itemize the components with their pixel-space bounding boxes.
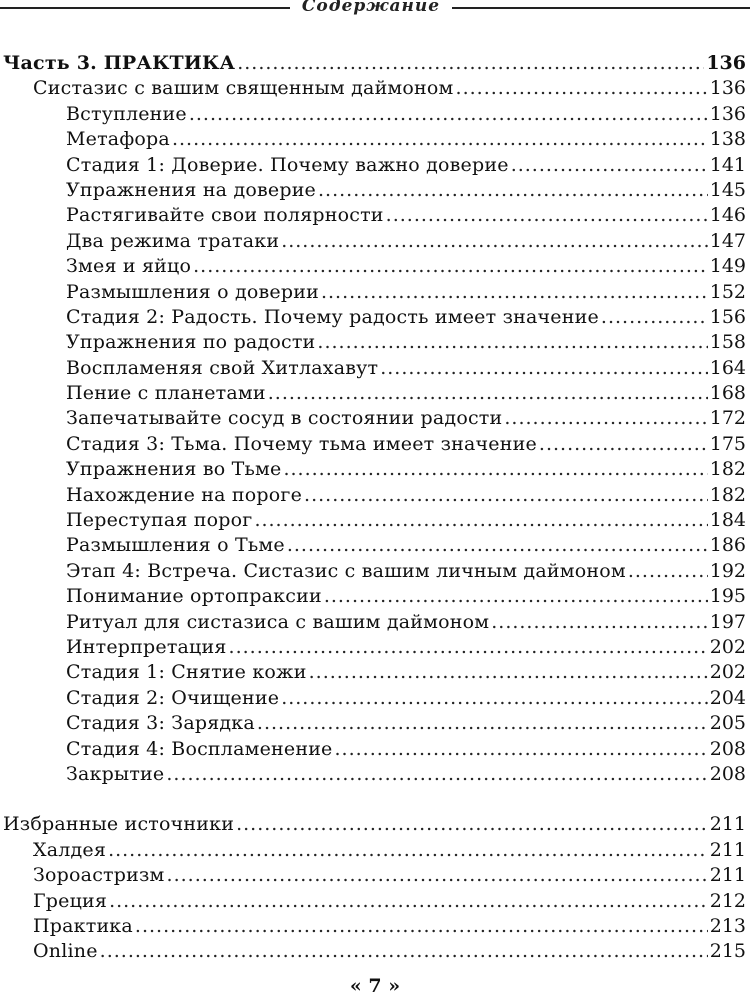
toc-entry-title: Стадия 4: Воспламенение xyxy=(66,737,333,760)
dot-leader xyxy=(335,737,708,762)
toc-entry-page: 208 xyxy=(709,737,746,760)
dot-leader xyxy=(318,178,708,203)
header-rule-left xyxy=(0,7,290,9)
toc-entry-title: Стадия 1: Доверие. Почему важно доверие xyxy=(66,153,509,176)
toc-entry-title: Пение с планетами xyxy=(66,382,266,405)
toc-entry-title: Упражнения по радости xyxy=(66,331,316,354)
toc-entry-page: 186 xyxy=(709,534,746,557)
toc-entry xyxy=(0,153,750,178)
toc-entry-title: Два режима тратаки xyxy=(66,229,280,252)
toc-entry-title: Стадия 3: Тьма. Почему тьма имеет значение xyxy=(66,432,537,455)
toc-entry-page: 136 xyxy=(709,102,746,125)
toc-entry xyxy=(0,584,750,609)
toc-entry xyxy=(0,127,750,152)
toc-entry-page: 147 xyxy=(709,229,746,252)
toc-entry-page: 138 xyxy=(709,128,746,151)
page-number: « 7 » xyxy=(349,975,401,997)
dot-leader xyxy=(309,660,708,685)
toc-entry-page: 205 xyxy=(709,712,746,735)
toc-entry xyxy=(0,356,750,381)
toc-entry-page: 197 xyxy=(709,610,746,633)
toc-entry-title: Халдея xyxy=(33,838,107,861)
toc-entry-page: 149 xyxy=(709,255,746,278)
dot-leader xyxy=(172,127,708,152)
toc-entry-page: 182 xyxy=(709,483,746,506)
toc-entry xyxy=(0,889,750,914)
toc-entry xyxy=(0,812,750,837)
toc-entry-page: 172 xyxy=(709,407,746,430)
dot-leader xyxy=(628,559,708,584)
toc-entry-title: Ритуал для систазиса с вашим даймоном xyxy=(66,610,490,633)
toc-entry-title: Размышления о доверии xyxy=(66,280,319,303)
toc-entry-title: Размышления о Тьме xyxy=(66,534,285,557)
toc-entry xyxy=(0,483,750,508)
dot-leader xyxy=(166,762,707,787)
toc-entry-title: Греция xyxy=(33,889,108,912)
dot-leader xyxy=(268,381,708,406)
toc-entry-page: 208 xyxy=(709,762,746,785)
toc-entry-title: Интерпретация xyxy=(66,635,227,658)
toc-entry-title: Online xyxy=(33,940,98,963)
toc-entry-title: Стадия 2: Радость. Почему радость имеет значение xyxy=(66,305,599,328)
toc-entry-page: 202 xyxy=(709,635,746,658)
dot-leader xyxy=(511,153,708,178)
toc-entry-page: 136 xyxy=(706,52,746,74)
dot-leader xyxy=(456,76,708,101)
dot-leader xyxy=(287,533,708,558)
toc-entry xyxy=(0,305,750,330)
toc-entry xyxy=(0,838,750,863)
toc-entry-page: 164 xyxy=(709,356,746,379)
dot-leader xyxy=(304,483,708,508)
toc-entry-page: 182 xyxy=(709,458,746,481)
toc-entry-page: 158 xyxy=(709,331,746,354)
toc-entry-page: 136 xyxy=(709,77,746,100)
toc-entry-page: 211 xyxy=(709,864,746,887)
toc-entry-title: Часть 3. ПРАКТИКА xyxy=(3,52,236,74)
dot-leader xyxy=(193,254,708,279)
header-rule-right xyxy=(452,7,750,9)
toc-entry xyxy=(0,229,750,254)
toc-entry-page: 156 xyxy=(709,305,746,328)
running-header xyxy=(0,0,750,22)
toc-entry xyxy=(0,762,750,787)
dot-leader xyxy=(324,584,708,609)
dot-leader xyxy=(601,305,708,330)
toc-entry-title: Растягивайте свои полярности xyxy=(66,204,384,227)
dot-leader xyxy=(283,457,707,482)
toc-entry-title: Закрытие xyxy=(66,762,165,785)
toc-entry xyxy=(0,863,750,888)
toc-entry-page: 211 xyxy=(709,813,746,836)
toc-entry-page: 146 xyxy=(709,204,746,227)
toc-entry xyxy=(0,737,750,762)
toc-entry-page: 168 xyxy=(709,382,746,405)
toc-entry xyxy=(0,76,750,101)
toc-entry-page: 152 xyxy=(709,280,746,303)
toc-entry xyxy=(0,254,750,279)
dot-leader xyxy=(167,863,708,888)
toc-entry xyxy=(0,178,750,203)
dot-leader xyxy=(135,914,708,939)
toc-entry xyxy=(0,51,750,76)
toc-entry xyxy=(0,203,750,228)
toc-entry-page: 213 xyxy=(709,914,746,937)
toc-entry-page: 141 xyxy=(709,153,746,176)
toc-entry-page: 145 xyxy=(709,178,746,201)
dot-leader xyxy=(504,406,707,431)
toc-entry xyxy=(0,559,750,584)
header-title: Содержание xyxy=(301,0,441,16)
dot-leader xyxy=(281,229,708,254)
toc-entry xyxy=(0,102,750,127)
toc-entry-title: Этап 4: Встреча. Систазис с вашим личным даймоном xyxy=(66,559,626,582)
toc-entry-title: Избранные источники xyxy=(3,813,235,836)
toc-entry xyxy=(0,381,750,406)
toc-entry-title: Систазис с вашим священным даймоном xyxy=(33,77,454,100)
toc-entry-page: 192 xyxy=(709,559,746,582)
table-of-contents xyxy=(0,51,750,965)
toc-entry xyxy=(0,610,750,635)
toc-entry xyxy=(0,280,750,305)
toc-entry-title: Змея и яйцо xyxy=(66,255,192,278)
toc-entry-title: Вступление xyxy=(66,102,187,125)
dot-leader xyxy=(539,432,708,457)
dot-leader xyxy=(109,889,708,914)
toc-entry xyxy=(0,432,750,457)
toc-entry-page: 204 xyxy=(709,686,746,709)
toc-entry xyxy=(0,635,750,660)
toc-entry-page: 175 xyxy=(709,432,746,455)
toc-entry-page: 202 xyxy=(709,661,746,684)
dot-leader xyxy=(257,711,708,736)
dot-leader xyxy=(236,812,708,837)
toc-entry-title: Метафора xyxy=(66,128,170,151)
toc-entry-title: Переступая порог xyxy=(66,509,253,532)
toc-entry xyxy=(0,406,750,431)
toc-entry xyxy=(0,457,750,482)
dot-leader xyxy=(386,203,708,228)
toc-entry xyxy=(0,939,750,964)
toc-entry-title: Понимание ортопраксии xyxy=(66,585,322,608)
dot-leader xyxy=(317,330,707,355)
toc-entry-page: 215 xyxy=(709,940,746,963)
dot-leader xyxy=(380,356,708,381)
dot-leader xyxy=(229,635,708,660)
toc-entry-title: Запечатывайте сосуд в состоянии радости xyxy=(66,407,503,430)
toc-entry-page: 195 xyxy=(709,585,746,608)
toc-entry-title: Стадия 1: Снятие кожи xyxy=(66,661,307,684)
toc-entry-page: 211 xyxy=(709,838,746,861)
toc-entry-title: Упражнения во Тьме xyxy=(66,458,282,481)
dot-leader xyxy=(491,610,708,635)
toc-entry-title: Воспламеняя свой Хитлахавут xyxy=(66,356,379,379)
toc-entry-title: Зороастризм xyxy=(33,864,165,887)
toc-entry xyxy=(0,914,750,939)
toc-entry xyxy=(0,533,750,558)
toc-entry-title: Стадия 2: Очищение xyxy=(66,686,280,709)
dot-leader xyxy=(100,939,708,964)
dot-leader xyxy=(108,838,708,863)
toc-entry xyxy=(0,330,750,355)
toc-entry xyxy=(0,686,750,711)
toc-entry xyxy=(0,660,750,685)
toc-entry-page: 184 xyxy=(709,509,746,532)
dot-leader xyxy=(254,508,707,533)
toc-entry-title: Нахождение на пороге xyxy=(66,483,303,506)
dot-leader xyxy=(237,51,704,76)
toc-entry-title: Упражнения на доверие xyxy=(66,178,317,201)
toc-entry-title: Стадия 3: Зарядка xyxy=(66,712,255,735)
toc-entry xyxy=(0,508,750,533)
dot-leader xyxy=(281,686,708,711)
dot-leader xyxy=(189,102,708,127)
dot-leader xyxy=(321,280,708,305)
toc-entry-title: Практика xyxy=(33,914,133,937)
toc-entry-page: 212 xyxy=(709,889,746,912)
toc-entry xyxy=(0,711,750,736)
